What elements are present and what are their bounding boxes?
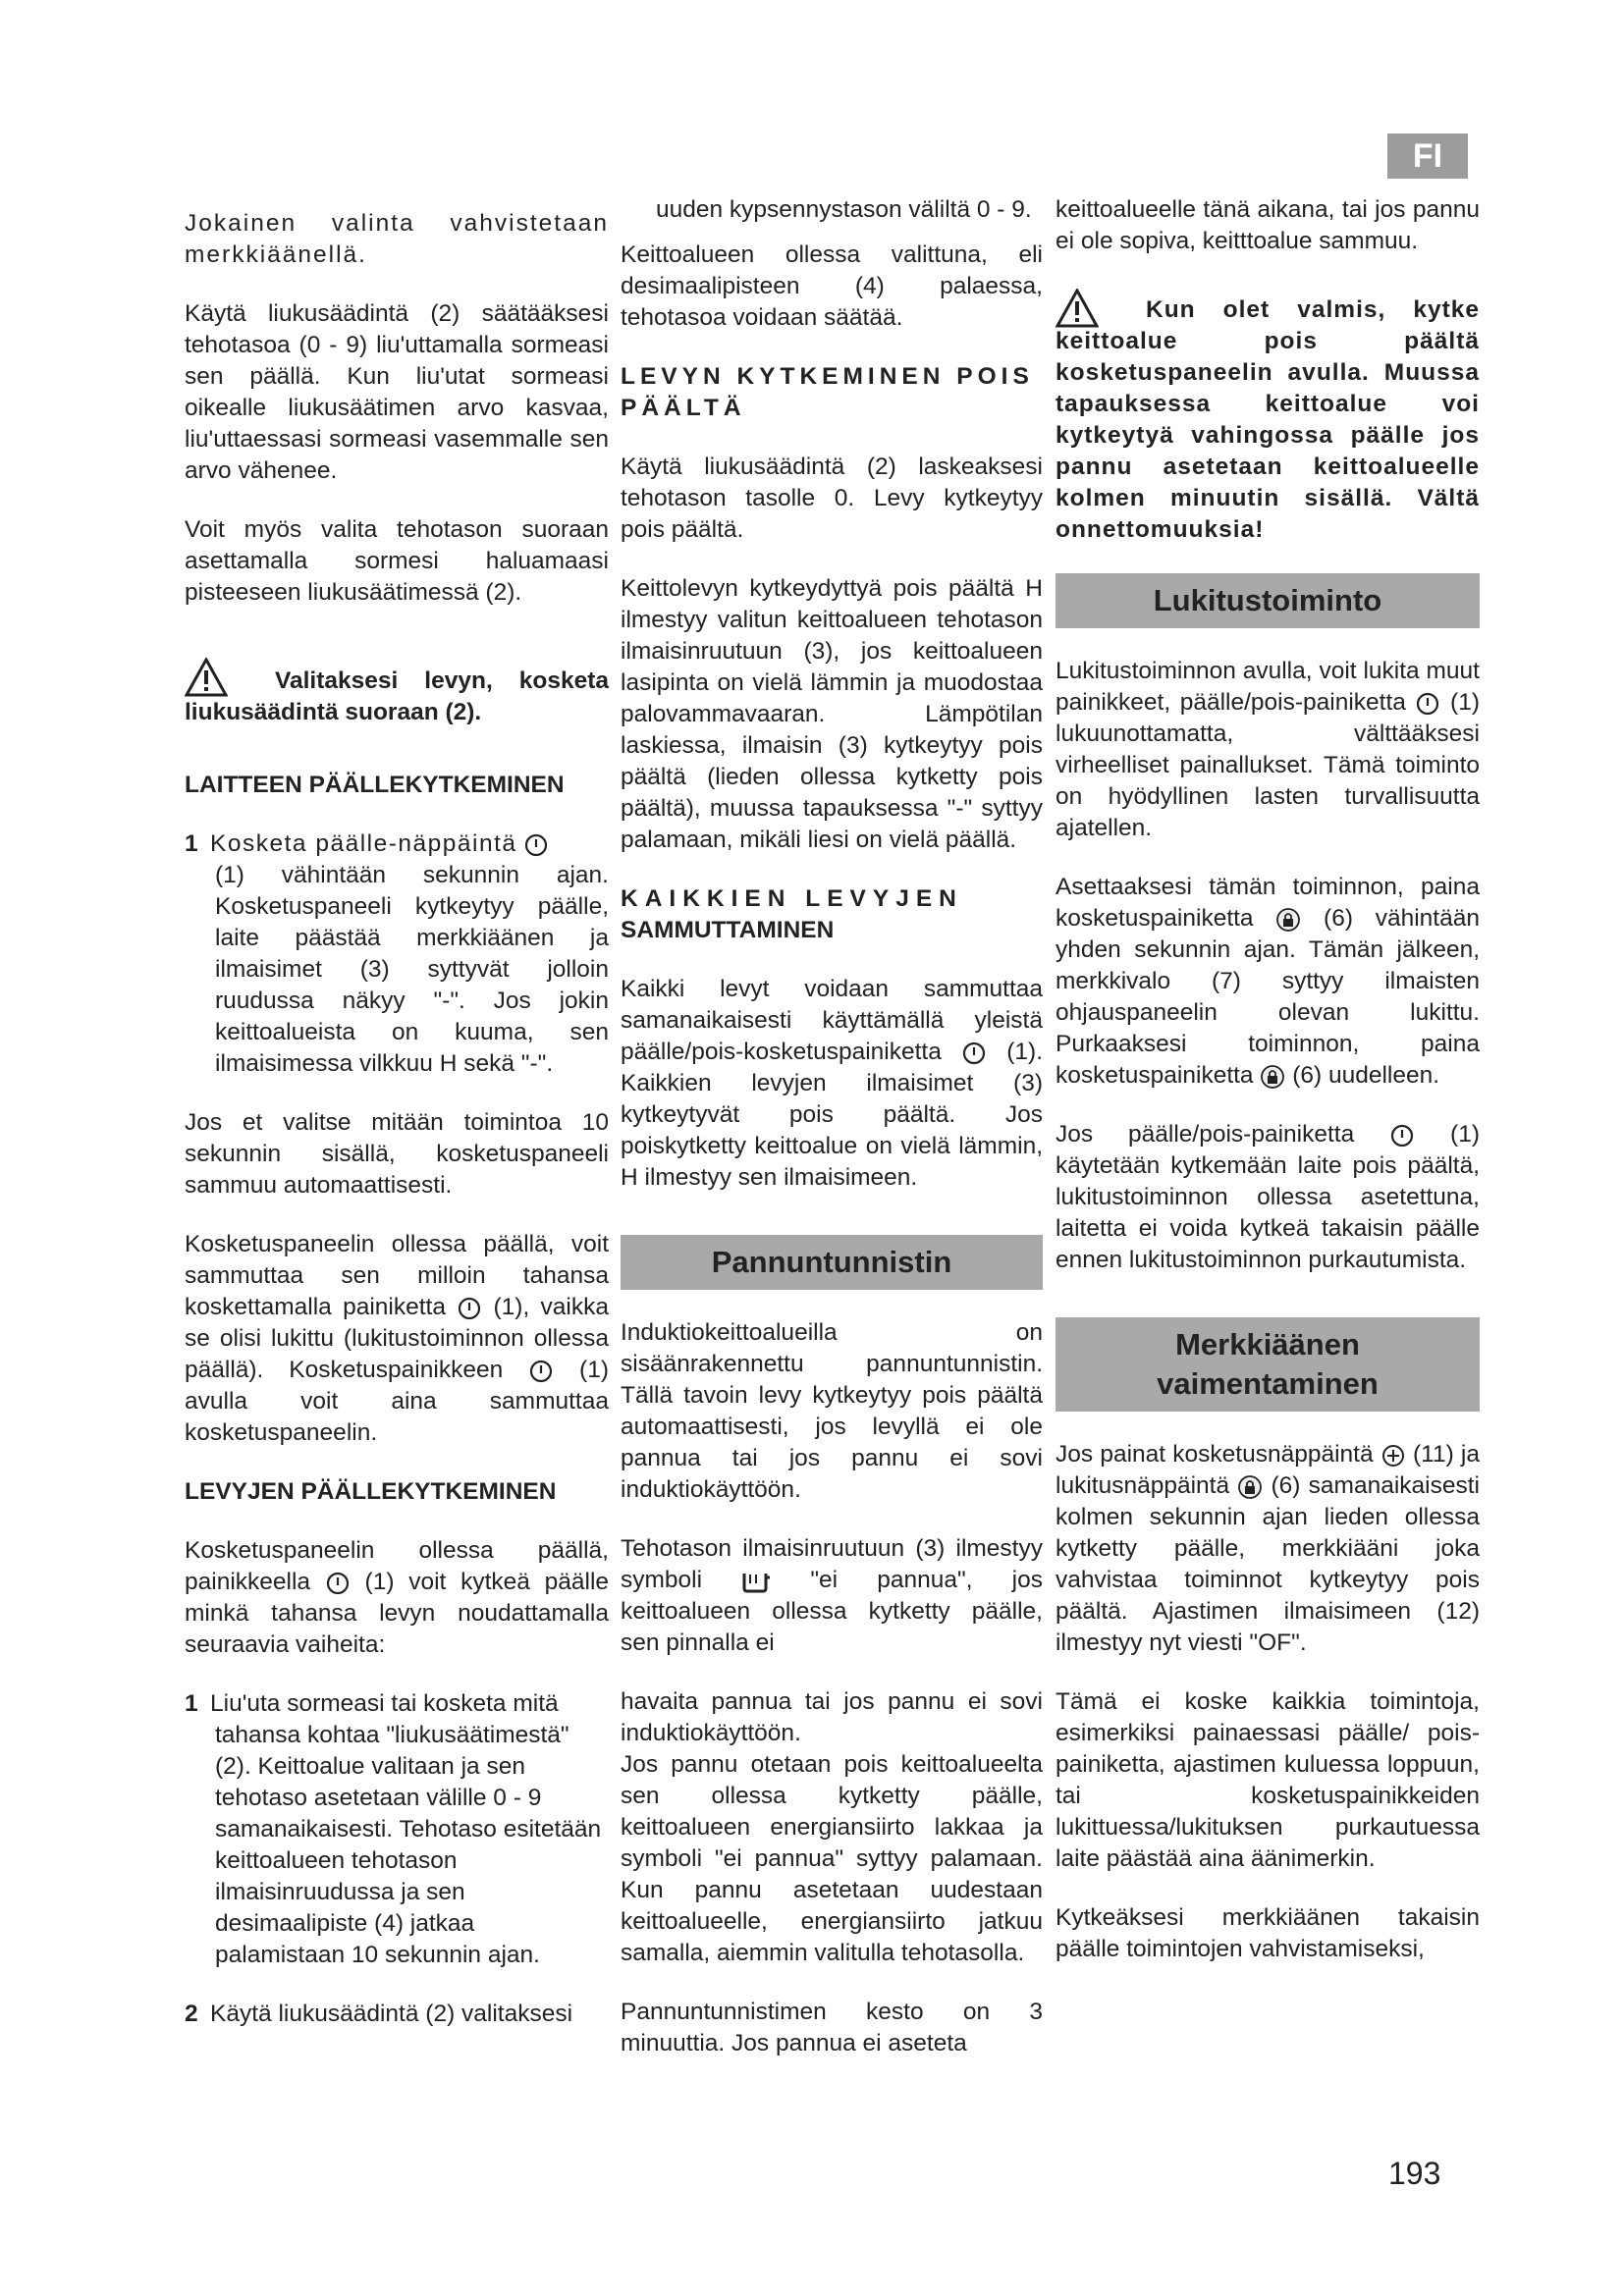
lock-icon xyxy=(1260,1064,1285,1090)
power-icon xyxy=(1389,1123,1415,1148)
paragraph: Käytä liukusäädintä (2) laskeaksesi tehotason tasolle 0. Levy kytkeytyy pois päältä. xyxy=(621,454,1043,543)
text: (11) ja lukitusnäppäintä xyxy=(1056,1441,1480,1499)
text: (1) käytetään kytkemään laite pois päältä, lukitustoiminnon ollessa asetettuna, laitetta ei voida kytkeä takaisin päälle ennen lukitustoiminnon purkautumista. xyxy=(1056,1121,1480,1273)
paragraph: Jos pannu otetaan pois keittoalueelta sen ollessa kytketty päälle, keittoalueen energiansiirto lakkaa ja symboli "ei pannua" syttyy palamaan. Kun pannu asetetaan uudestaan keittoalueelle, energiansiirto jatkuu samalla, aiemmin valitulla tehotasolla. xyxy=(621,1751,1043,1966)
warning-icon xyxy=(185,658,228,697)
text: Tehotason ilmaisinruutuun (3) ilmestyy symboli xyxy=(621,1535,1043,1593)
section-heading: LEVYJEN PÄÄLLEKYTKEMINEN xyxy=(185,1478,557,1505)
paragraph: Kytkeäksesi merkkiäänen takaisin päälle toimintojen vahvistamiseksi, xyxy=(1056,1904,1480,1962)
step-number: 2 xyxy=(185,2001,198,2027)
paragraph: uuden kypsennystason väliltä 0 - 9. xyxy=(656,196,1032,223)
text: Kaikki levyt voidaan sammuttaa samanaikaisesti käyttämällä yleistä päälle/pois-kosketuspainiketta xyxy=(621,976,1043,1065)
paragraph: Voit myös valita tehotason suoraan asettamalla sormesi haluamaasi pisteeseen liukusäätimessä (2). xyxy=(185,516,609,606)
warning-text: Valitaksesi levyn, kosketa liukusäädintä suoraan (2). xyxy=(185,667,609,725)
section-heading: SAMMUTTAMINEN xyxy=(621,917,835,943)
text: (1) avulla voit aina sammuttaa kosketuspaneelin. xyxy=(185,1357,609,1446)
paragraph: keittoalueelle tänä aikana, tai jos pannu ei ole sopiva, keitttoalue sammuu. xyxy=(1056,196,1480,254)
section-heading: KAIKKIEN LEVYJEN xyxy=(621,885,963,912)
column-3 xyxy=(1056,194,1480,1965)
step-text: Käytä liukusäädintä (2) valitaksesi xyxy=(210,2001,573,2027)
plus-icon xyxy=(1380,1443,1406,1468)
lock-icon xyxy=(1237,1474,1263,1500)
paragraph xyxy=(1056,1439,1480,1659)
text: Lukitustoiminnon avulla, voit lukita muut painikkeet, päälle/pois-painiketta xyxy=(1056,658,1480,716)
list-item xyxy=(185,1688,609,1971)
paragraph xyxy=(1056,1119,1480,1276)
power-icon xyxy=(523,832,549,858)
text: (1) lukuunottamatta, välttääksesi virheelliset painallukset. Tämä toiminto on hyödyllinen lasten turvallisuutta ajatellen. xyxy=(1056,689,1480,841)
text: (6) samanaikaisesti kolmen sekunnin ajan lieden ollessa kytketty päälle, merkkiääni joka vahvistaa toiminnot kytkeytyy pois päältä. Ajastimen ilmaisimeen (12) ilmestyy nyt viesti "OF". xyxy=(1056,1472,1480,1656)
step-text: Kosketa päälle-näppäintä xyxy=(210,830,517,857)
text: Jos päälle/pois-painiketta xyxy=(1056,1121,1355,1148)
power-icon xyxy=(961,1041,987,1066)
box-heading-line: Merkkiäänen xyxy=(1175,1327,1360,1362)
paragraph xyxy=(185,1535,609,1661)
text: (1). Kaikkien levyjen ilmaisimet (3) kytkeytyvät pois päältä. Jos poiskytketty keittoalue on vielä lämmin, H ilmestyy sen ilmaisimeen. xyxy=(621,1039,1043,1191)
box-heading-line: vaimentaminen xyxy=(1157,1366,1379,1401)
warning-text: Kun olet valmis, kytke keittoalue pois päältä kosketuspaneelin avulla. Muussa tapauksessa keittoalue voi kytkeytyä vahingossa päälle jos pannu asetetaan keittoalueelle kolmen minuutin sisällä. Vältä onnettomuuksia! xyxy=(1056,296,1480,543)
lock-icon xyxy=(1275,907,1301,933)
paragraph xyxy=(621,1533,1043,1659)
section-heading: LAITTEEN PÄÄLLEKYTKEMINEN xyxy=(185,772,565,798)
paragraph xyxy=(1056,656,1480,844)
paragraph xyxy=(185,1229,609,1449)
text: (6) uudelleen. xyxy=(1292,1062,1440,1089)
section-box-heading: Pannuntunnistin xyxy=(621,1235,1043,1290)
language-badge: FI xyxy=(1387,133,1468,179)
step-text: Liu'uta sormeasi tai kosketa mitä tahansa kohtaa "liukusäätimestä" (2). Keittoalue valitaan ja sen tehotaso asetetaan välille 0 - 9 samanaikaisesti. Tehotaso esitetään keittoalueen tehotason ilmaisinruudussa ja sen desimaalipiste (4) jatkaa palamistaan 10 sekunnin ajan. xyxy=(210,1690,602,1968)
text: (1) voit kytkeä päälle minkä tahansa levyn noudattamalla seuraavia vaiheita: xyxy=(185,1569,610,1658)
paragraph: Keittolevyn kytkeydyttyä pois päältä H ilmestyy valitun keittoalueen tehotason ilmaisinruutuun (3), jos keittoalueen lasipinta on vielä lämmin ja muodostaa palovammavaaran. Lämpötilan laskiessa, ilmaisin (3) kytkeytyy pois päältä (lieden ollessa kytketty pois päältä), muussa tapauksessa "-" syttyy palamaan, mikäli liesi on vielä päällä. xyxy=(621,575,1043,853)
power-icon xyxy=(1415,691,1440,717)
power-icon xyxy=(528,1359,554,1384)
paragraph: havaita pannua tai jos pannu ei sovi induktiokäyttöön. xyxy=(621,1688,1043,1746)
column-2 xyxy=(621,194,1043,2059)
paragraph: Pannuntunnistimen kesto on 3 minuuttia. Jos pannua ei aseteta xyxy=(621,1999,1043,2056)
paragraph: Keittoalueen ollessa valittuna, eli desimaalipisteen (4) palaessa, tehotasoa voidaan säätää. xyxy=(621,241,1043,331)
power-icon xyxy=(457,1296,482,1321)
paragraph: Jokainen valinta vahvistetaan merkkiäänellä. xyxy=(185,210,609,268)
section-box-heading xyxy=(1056,1317,1480,1412)
paragraph: Tämä ei koske kaikkia toimintoja, esimerkiksi painaessasi päälle/ pois-painiketta, ajastimen kuluessa loppuun, tai kosketuspainikkeiden lukittuessa/lukituksen purkautuessa laite päästää aina äänimerkin. xyxy=(1056,1688,1480,1872)
text: Kosketuspaneelin ollessa päällä, painikkeella xyxy=(185,1537,609,1595)
paragraph xyxy=(1056,872,1480,1092)
step-number: 1 xyxy=(185,1690,198,1717)
list-item xyxy=(185,1999,609,2030)
text: Asettaaksesi tämän toiminnon, paina kosketuspainiketta xyxy=(1056,874,1480,932)
paragraph: Induktiokeittoalueilla on sisäänrakennettu pannuntunnistin. Tällä tavoin levy kytkeytyy pois päältä automaattisesti, jos levyllä ei ole pannua tai jos pannu ei sovi induktiokäyttöön. xyxy=(621,1319,1043,1503)
text: Kosketuspaneelin ollessa päällä, voit sammuttaa sen milloin tahansa koskettamalla painiketta xyxy=(185,1231,609,1320)
text: Jos painat kosketusnäppäintä xyxy=(1056,1441,1374,1468)
column-1 xyxy=(185,194,609,2030)
no-pan-icon xyxy=(741,1569,771,1594)
paragraph: Käytä liukusäädintä (2) säätääksesi tehotasoa (0 - 9) liu'uttamalla sormeasi sen päällä. Kun liu'utat sormeasi oikealle liukusäätimen arvo kasvaa, liu'uttaessasi sormeasi vasemmalle sen arvo vähenee. xyxy=(185,300,609,484)
text: "ei pannua", jos keittoalueen ollessa kytketty päälle, sen pinnalla ei xyxy=(621,1567,1043,1656)
paragraph: Jos et valitse mitään toimintoa 10 sekunnin sisällä, kosketuspaneeli sammuu automaattisesti. xyxy=(185,1109,609,1199)
paragraph xyxy=(621,974,1043,1194)
step-text: (1) vähintään sekunnin ajan. Kosketuspaneeli kytkeytyy päälle, laite päästää merkkiäänen ja ilmaisimet (3) syttyvät jolloin ruudussa näkyy "-". Jos jokin keittoalueista on kuuma, sen ilmaisimessa vilkkuu H sekä "-". xyxy=(215,862,609,1077)
warning-icon xyxy=(1056,289,1099,328)
section-heading: LEVYN KYTKEMINEN POIS PÄÄLTÄ xyxy=(621,363,1034,421)
power-icon xyxy=(325,1571,351,1596)
step-number: 1 xyxy=(185,830,198,857)
section-box-heading: Lukitustoiminto xyxy=(1056,573,1480,628)
text: (1), vaikka se olisi lukittu (lukitustoiminnon ollessa päällä). Kosketuspainikkeen xyxy=(185,1294,609,1383)
page-number: 193 xyxy=(1388,2156,1441,2191)
list-item xyxy=(185,828,609,1080)
text: (6) vähintään yhden sekunnin ajan. Tämän jälkeen, merkkivalo (7) syttyy ilmaisten ohjauspaneelin olevan lukittu. Purkaaksesi toiminnon, paina kosketuspainiketta xyxy=(1056,905,1480,1089)
